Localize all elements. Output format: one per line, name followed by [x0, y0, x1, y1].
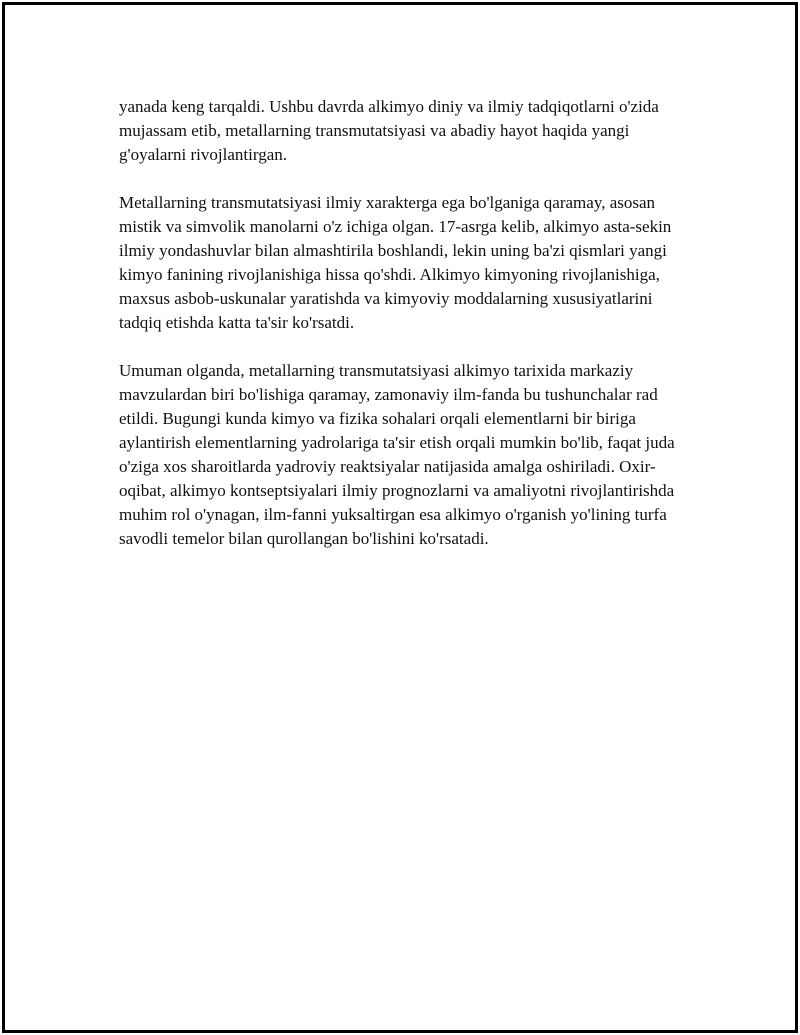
paragraph: Umuman olganda, metallarning transmutatsiyasi alkimyo tarixida markaziy mavzulardan biri bo'lishiga qaramay, zamonaviy ilm-fanda bu tushunchalar rad etildi. Bugungi kunda kimyo va fizika sohalari orqali elementlarni bir biriga aylantirish elementlarning yadrolariga ta'sir etish orqali mumkin bo'lib, faqat juda o'ziga xos sharoitlarda yadroviy reaktsiyalar natijasida amalga oshiriladi. Oxir-oqibat, alkimyo kontseptsiyalari ilmiy prognozlarni va amaliyotni rivojlantirishda muhim rol o'ynagan, ilm-fanni yuksaltirgan esa alkimyo o'rganish yo'lining turfa savodli temelor bilan qurollangan bo'lishini ko'rsatadi.	[119, 361, 675, 548]
document-body	[119, 95, 694, 575]
paragraph: Metallarning transmutatsiyasi ilmiy xarakterga ega bo'lganiga qaramay, asosan mistik va simvolik manolarni o'z ichiga olgan. 17-asrga kelib, alkimyo asta-sekin ilmiy yondashuvlar bilan almashtirila boshlandi, lekin uning ba'zi qismlari yangi kimyo fanining rivojlanishiga hissa qo'shdi. Alkimyo kimyoning rivojlanishiga, maxsus asbob-uskunalar yaratishda va kimyoviy moddalarning xususiyatlarini tadqiq etishda katta ta'sir ko'rsatdi.	[119, 193, 672, 332]
document-page	[2, 2, 798, 1033]
paragraph: yanada keng tarqaldi. Ushbu davrda alkimyo diniy va ilmiy tadqiqotlarni o'zida mujassam etib, metallarning transmutatsiyasi va abadiy hayot haqida yangi g'oyalarni rivojlantirgan.	[119, 97, 659, 164]
